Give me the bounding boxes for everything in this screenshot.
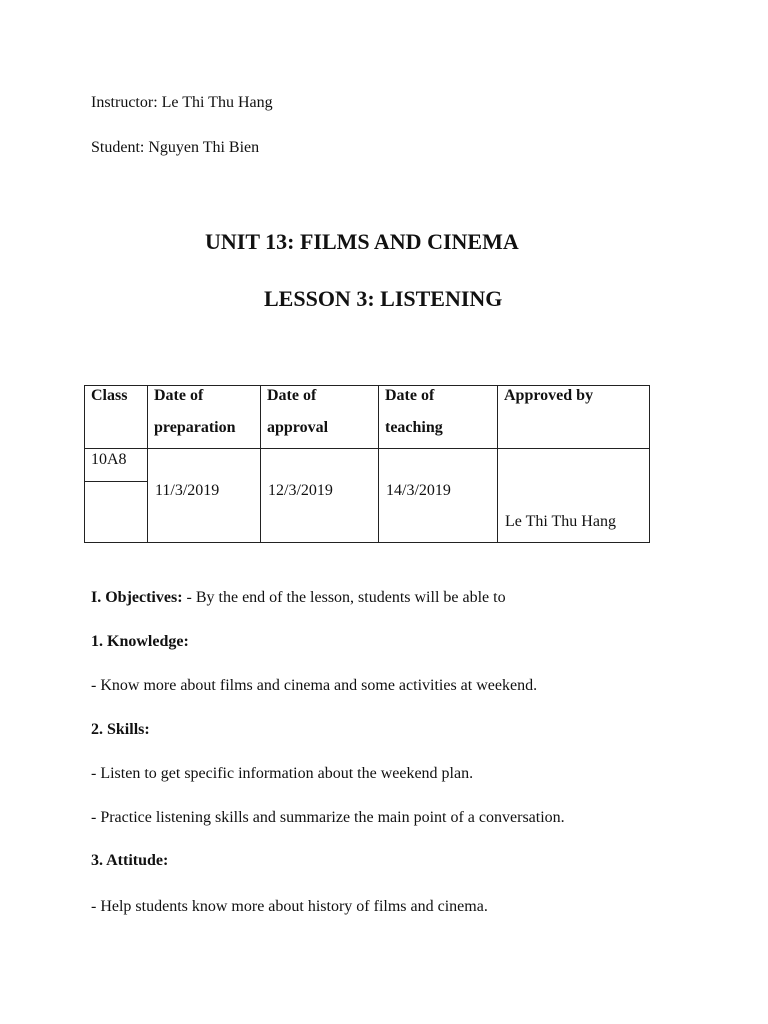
table-border-col4: [497, 385, 498, 543]
skills-item-2: - Practice listening skills and summarize the main point of a conversation.: [91, 809, 565, 826]
table-border-col3: [378, 385, 379, 543]
table-border-bottom: [84, 542, 650, 543]
header-class: Class: [91, 387, 128, 404]
attitude-heading: 3. Attitude:: [91, 852, 169, 869]
objectives-label: I. Objectives:: [91, 589, 183, 606]
header-approved-by: Approved by: [504, 387, 594, 404]
instructor-line: Instructor: Le Thi Thu Hang: [91, 94, 273, 111]
table-border-left: [84, 385, 85, 543]
cell-class: 10A8: [91, 451, 127, 468]
header-approval-line1: Date of: [267, 387, 317, 404]
skills-heading: 2. Skills:: [91, 721, 150, 738]
table-border-header: [84, 448, 650, 449]
cell-preparation-date: 11/3/2019: [155, 482, 220, 499]
header-teaching-line1: Date of: [385, 387, 435, 404]
lesson-title: LESSON 3: LISTENING: [264, 286, 503, 311]
table-border-right: [649, 385, 650, 543]
objectives-line: [91, 588, 506, 608]
skills-item-1: - Listen to get specific information about the weekend plan.: [91, 765, 474, 782]
unit-title: UNIT 13: FILMS AND CINEMA: [205, 229, 519, 254]
cell-teaching-date: 14/3/2019: [386, 482, 451, 499]
table-border-class-split: [84, 481, 147, 482]
knowledge-heading: 1. Knowledge:: [91, 633, 189, 650]
attitude-item: - Help students know more about history of films and cinema.: [91, 898, 488, 915]
header-approval-line2: approval: [267, 419, 329, 436]
table-border-col2: [260, 385, 261, 543]
header-prep-line1: Date of: [154, 387, 204, 404]
header-teaching-line2: teaching: [385, 419, 443, 436]
header-prep-line2: preparation: [154, 419, 236, 436]
knowledge-item: - Know more about films and cinema and some activities at weekend.: [91, 677, 538, 694]
objectives-text: - By the end of the lesson, students will be able to: [182, 589, 506, 606]
cell-approval-date: 12/3/2019: [268, 482, 333, 499]
student-line: Student: Nguyen Thi Bien: [91, 139, 260, 156]
cell-approved-by: Le Thi Thu Hang: [505, 513, 616, 530]
table-border-col1: [147, 385, 148, 543]
